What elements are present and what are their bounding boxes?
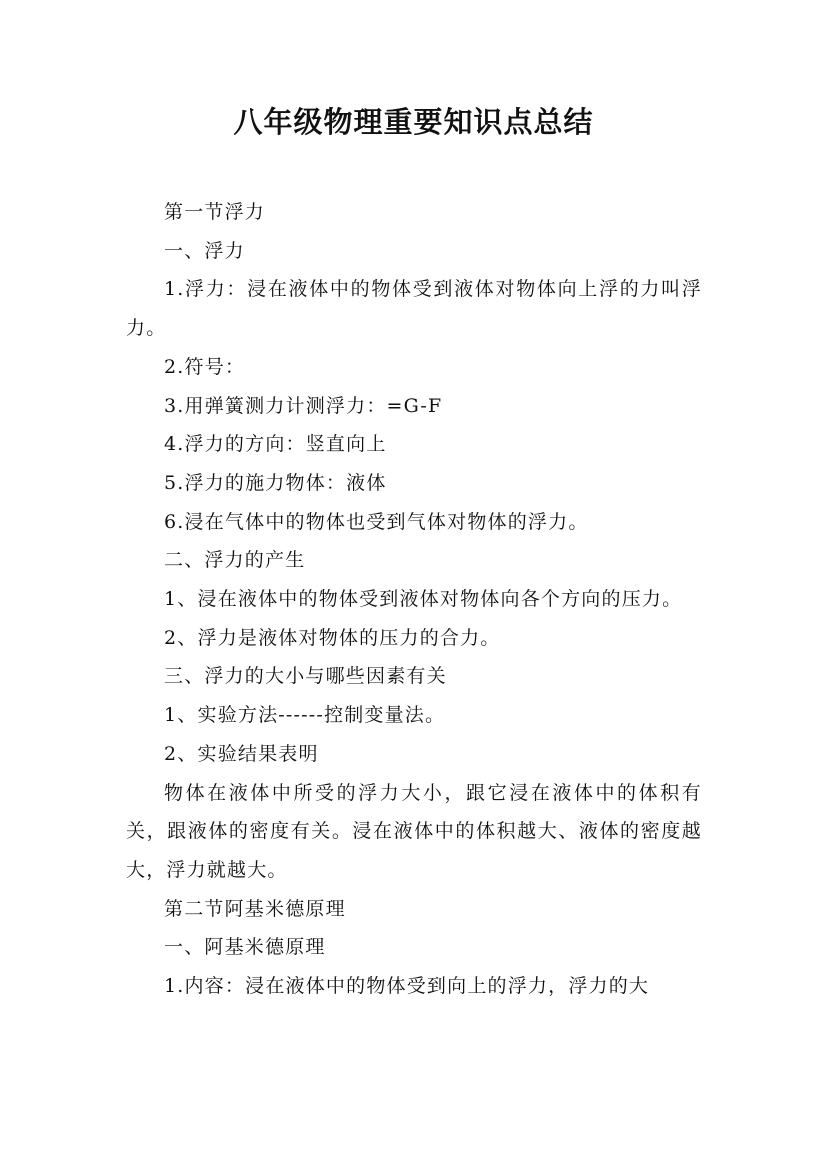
paragraph: 1、浸在液体中的物体受到液体对物体向各个方向的压力。	[164, 588, 683, 611]
paragraph: 2.符号：	[164, 355, 246, 378]
document-title: 八年级物理重要知识点总结	[233, 105, 594, 139]
document-body	[126, 193, 702, 1006]
paragraph: 2、实验结果表明	[164, 742, 319, 765]
section-heading: 第一节浮力	[164, 201, 266, 223]
paragraph: 5.浮力的施力物体：液体	[164, 471, 387, 494]
paragraph: 1.内容：浸在液体中的物体受到向上的浮力，浮力的大	[164, 975, 650, 998]
subsection-heading: 一、浮力	[164, 239, 245, 262]
paragraph: 6.浸在气体中的物体也受到气体对物体的浮力。	[164, 510, 589, 533]
paragraph: 1.浮力：浸在液体中的物体受到液体对物体向上浮的力叫浮力。	[126, 278, 702, 340]
subsection-heading: 一、阿基米德原理	[164, 936, 326, 959]
subsection-heading: 二、浮力的产生	[164, 549, 306, 572]
subsection-heading: 三、浮力的大小与哪些因素有关	[164, 665, 447, 688]
paragraph: 1、实验方法------控制变量法。	[164, 704, 446, 727]
paragraph: 2、浮力是液体对物体的压力的合力。	[164, 626, 501, 649]
section-heading: 第二节阿基米德原理	[164, 897, 346, 920]
paragraph: 4.浮力的方向：竖直向上	[164, 433, 387, 456]
paragraph: 物体在液体中所受的浮力大小，跟它浸在液体中的体积有关，跟液体的密度有关。浸在液体中的体积越大、液体的密度越大，浮力就越大。	[126, 781, 702, 881]
paragraph: 3.用弹簧测力计测浮力：=G-F	[164, 394, 443, 417]
